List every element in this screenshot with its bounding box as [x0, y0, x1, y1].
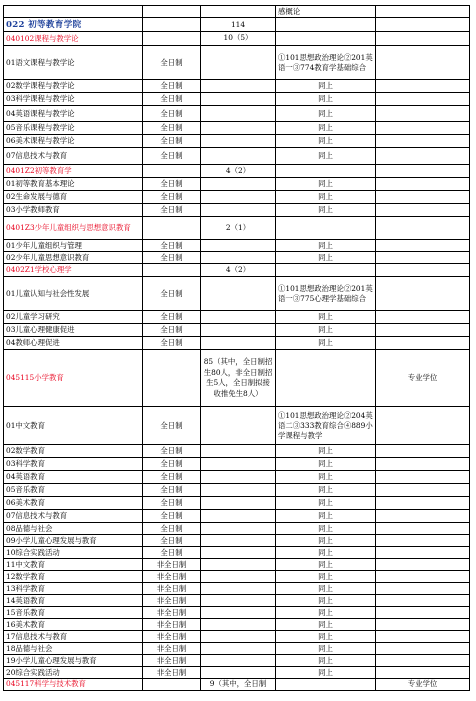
major-remark — [376, 32, 470, 46]
cell-empty — [376, 559, 470, 571]
exam-subjects: 同上 — [276, 595, 376, 607]
direction-row — [4, 252, 470, 264]
direction-name: 01中文教育 — [4, 407, 143, 445]
major-name: 040102课程与教学论 — [4, 32, 143, 46]
cell-empty — [376, 277, 470, 311]
cell-empty — [201, 252, 276, 264]
direction-name: 19小学儿童心理发展与教育 — [4, 655, 143, 667]
major-row — [4, 165, 470, 178]
cell-empty — [376, 655, 470, 667]
college-name: 022 初等教育学院 — [4, 18, 143, 32]
direction-row — [4, 571, 470, 583]
exam-subjects: ①101思想政治理论②204英语二③333教育综合④889小学课程与教学 — [276, 407, 376, 445]
exam-subjects: 同上 — [276, 445, 376, 458]
study-mode: 全日制 — [143, 547, 201, 559]
study-mode: 全日制 — [143, 471, 201, 484]
direction-name: 01语文课程与教学论 — [4, 46, 143, 80]
direction-row — [4, 619, 470, 631]
cell-empty — [376, 523, 470, 535]
study-mode: 全日制 — [143, 106, 201, 122]
cell-empty — [376, 337, 470, 350]
cell-empty — [376, 535, 470, 547]
direction-row — [4, 607, 470, 619]
cell-empty — [376, 18, 470, 32]
direction-name: 03儿童心理健康促进 — [4, 324, 143, 337]
study-mode: 全日制 — [143, 191, 201, 204]
cell-empty — [376, 583, 470, 595]
cell-empty — [201, 619, 276, 631]
direction-row — [4, 311, 470, 324]
major-count: 4（2） — [201, 165, 276, 178]
cell-empty — [4, 6, 143, 18]
top-note: 感概论 — [276, 6, 376, 18]
exam-subjects: 同上 — [276, 311, 376, 324]
direction-name: 07信息技术与教育 — [4, 148, 143, 165]
study-mode: 非全日制 — [143, 595, 201, 607]
major-name: 045115小学教育 — [4, 350, 143, 407]
direction-row — [4, 484, 470, 497]
study-mode: 全日制 — [143, 324, 201, 337]
major-exam — [276, 679, 376, 691]
exam-subjects: 同上 — [276, 523, 376, 535]
direction-name: 04英语教育 — [4, 471, 143, 484]
study-mode: 全日制 — [143, 484, 201, 497]
cell-empty — [201, 135, 276, 148]
major-name: 0402Z1学校心理学 — [4, 264, 143, 277]
exam-subjects: 同上 — [276, 535, 376, 547]
study-mode: 非全日制 — [143, 583, 201, 595]
cell-empty — [376, 191, 470, 204]
direction-name: 11中文教育 — [4, 559, 143, 571]
major-count: 85（其中，全日制招生80人，非全日制招生5人，全日制拟接收推免生8人） — [201, 350, 276, 407]
study-mode: 全日制 — [143, 93, 201, 106]
cell-empty — [376, 252, 470, 264]
direction-name: 08品德与社会 — [4, 523, 143, 535]
exam-subjects: 同上 — [276, 631, 376, 643]
top-fragment-row — [4, 6, 470, 18]
direction-name: 04英语课程与教学论 — [4, 106, 143, 122]
major-count: 2（1） — [201, 217, 276, 240]
direction-row — [4, 497, 470, 510]
direction-row — [4, 148, 470, 165]
exam-subjects: 同上 — [276, 337, 376, 350]
cell-empty — [376, 547, 470, 559]
study-mode: 全日制 — [143, 46, 201, 80]
study-mode: 非全日制 — [143, 643, 201, 655]
cell-empty — [376, 445, 470, 458]
direction-name: 06美术教育 — [4, 497, 143, 510]
direction-name: 10综合实践活动 — [4, 547, 143, 559]
exam-subjects: 同上 — [276, 240, 376, 252]
major-count: 9（其中，全日制 — [201, 679, 276, 691]
major-row — [4, 350, 470, 407]
cell-empty — [376, 484, 470, 497]
cell-empty — [376, 667, 470, 679]
cell-empty — [376, 6, 470, 18]
cell-empty — [201, 595, 276, 607]
exam-subjects: 同上 — [276, 643, 376, 655]
direction-row — [4, 631, 470, 643]
cell-empty — [201, 631, 276, 643]
direction-name: 14英语教育 — [4, 595, 143, 607]
exam-subjects: 同上 — [276, 655, 376, 667]
direction-name: 07信息技术与教育 — [4, 510, 143, 523]
cell-empty — [376, 46, 470, 80]
cell-empty — [143, 217, 201, 240]
direction-row — [4, 510, 470, 523]
direction-row — [4, 324, 470, 337]
major-count: 10（5） — [201, 32, 276, 46]
direction-name: 03小学教师教育 — [4, 204, 143, 217]
major-count: 4（2） — [201, 264, 276, 277]
study-mode: 全日制 — [143, 277, 201, 311]
cell-empty — [201, 46, 276, 80]
cell-empty — [201, 6, 276, 18]
major-row — [4, 264, 470, 277]
exam-subjects: 同上 — [276, 106, 376, 122]
cell-empty — [201, 571, 276, 583]
cell-empty — [376, 631, 470, 643]
exam-subjects: 同上 — [276, 93, 376, 106]
direction-row — [4, 407, 470, 445]
direction-row — [4, 191, 470, 204]
direction-name: 13科学教育 — [4, 583, 143, 595]
study-mode: 全日制 — [143, 523, 201, 535]
study-mode: 非全日制 — [143, 559, 201, 571]
direction-row — [4, 523, 470, 535]
study-mode: 全日制 — [143, 510, 201, 523]
cell-empty — [201, 667, 276, 679]
major-remark — [376, 165, 470, 178]
direction-row — [4, 643, 470, 655]
cell-empty — [201, 80, 276, 93]
cell-empty — [143, 350, 201, 407]
cell-empty — [201, 535, 276, 547]
exam-subjects: 同上 — [276, 510, 376, 523]
study-mode: 非全日制 — [143, 607, 201, 619]
major-name: 0401Z3少年儿童组织与思想意识教育 — [4, 217, 143, 240]
direction-row — [4, 135, 470, 148]
direction-row — [4, 445, 470, 458]
direction-row — [4, 80, 470, 93]
college-row — [4, 18, 470, 32]
direction-name: 02数学课程与教学论 — [4, 80, 143, 93]
study-mode: 全日制 — [143, 80, 201, 93]
exam-subjects: 同上 — [276, 122, 376, 135]
direction-row — [4, 535, 470, 547]
direction-name: 05音乐教育 — [4, 484, 143, 497]
exam-subjects: 同上 — [276, 191, 376, 204]
direction-name: 15音乐教育 — [4, 607, 143, 619]
study-mode: 非全日制 — [143, 571, 201, 583]
cell-empty — [376, 106, 470, 122]
cell-empty — [376, 643, 470, 655]
direction-name: 02数学教育 — [4, 445, 143, 458]
cell-empty — [201, 122, 276, 135]
cell-empty — [376, 93, 470, 106]
direction-name: 03科学课程与教学论 — [4, 93, 143, 106]
direction-row — [4, 547, 470, 559]
direction-name: 02儿童学习研究 — [4, 311, 143, 324]
cell-empty — [201, 655, 276, 667]
exam-subjects: 同上 — [276, 667, 376, 679]
cell-empty — [201, 337, 276, 350]
cell-empty — [201, 178, 276, 191]
major-exam — [276, 350, 376, 407]
study-mode: 全日制 — [143, 178, 201, 191]
cell-empty — [201, 583, 276, 595]
cell-empty — [201, 445, 276, 458]
cell-empty — [376, 571, 470, 583]
direction-row — [4, 667, 470, 679]
direction-name: 03科学教育 — [4, 458, 143, 471]
major-exam — [276, 32, 376, 46]
college-count: 114 — [201, 18, 276, 32]
cell-empty — [376, 135, 470, 148]
cell-empty — [201, 204, 276, 217]
cell-empty — [201, 484, 276, 497]
cell-empty — [376, 407, 470, 445]
study-mode: 非全日制 — [143, 655, 201, 667]
cell-empty — [143, 679, 201, 691]
study-mode: 全日制 — [143, 122, 201, 135]
cell-empty — [376, 510, 470, 523]
exam-subjects: 同上 — [276, 80, 376, 93]
direction-row — [4, 204, 470, 217]
exam-subjects: 同上 — [276, 178, 376, 191]
major-row — [4, 217, 470, 240]
cell-empty — [376, 178, 470, 191]
major-name: 0401Z2初等教育学 — [4, 165, 143, 178]
major-remark — [376, 217, 470, 240]
direction-row — [4, 595, 470, 607]
major-remark — [376, 264, 470, 277]
direction-name: 02少年儿童思想意识教育 — [4, 252, 143, 264]
direction-name: 01儿童认知与社会性发展 — [4, 277, 143, 311]
exam-subjects: 同上 — [276, 324, 376, 337]
exam-subjects: 同上 — [276, 607, 376, 619]
exam-subjects: 同上 — [276, 148, 376, 165]
direction-row — [4, 106, 470, 122]
direction-row — [4, 46, 470, 80]
cell-empty — [376, 458, 470, 471]
exam-subjects: 同上 — [276, 252, 376, 264]
study-mode: 非全日制 — [143, 631, 201, 643]
direction-name: 02生命发展与德育 — [4, 191, 143, 204]
cell-empty — [201, 607, 276, 619]
cell-empty — [376, 122, 470, 135]
exam-subjects: 同上 — [276, 458, 376, 471]
cell-empty — [201, 458, 276, 471]
exam-subjects: ①101思想政治理论②201英语一③775心理学基础综合 — [276, 277, 376, 311]
exam-subjects: 同上 — [276, 547, 376, 559]
study-mode: 全日制 — [143, 535, 201, 547]
exam-subjects: 同上 — [276, 135, 376, 148]
study-mode: 全日制 — [143, 311, 201, 324]
direction-row — [4, 583, 470, 595]
direction-name: 05音乐课程与教学论 — [4, 122, 143, 135]
cell-empty — [201, 547, 276, 559]
cell-empty — [376, 471, 470, 484]
direction-name: 12数学教育 — [4, 571, 143, 583]
major-row — [4, 32, 470, 46]
exam-subjects: 同上 — [276, 559, 376, 571]
direction-name: 17信息技术与教育 — [4, 631, 143, 643]
cell-empty — [201, 311, 276, 324]
direction-row — [4, 93, 470, 106]
cell-empty — [143, 165, 201, 178]
study-mode: 全日制 — [143, 148, 201, 165]
exam-subjects: 同上 — [276, 204, 376, 217]
exam-subjects: 同上 — [276, 583, 376, 595]
direction-row — [4, 178, 470, 191]
cell-empty — [376, 311, 470, 324]
cell-empty — [376, 240, 470, 252]
study-mode: 全日制 — [143, 240, 201, 252]
cell-empty — [201, 240, 276, 252]
cell-empty — [201, 407, 276, 445]
study-mode: 全日制 — [143, 497, 201, 510]
direction-name: 04教师心理促进 — [4, 337, 143, 350]
cell-empty — [201, 191, 276, 204]
exam-subjects: 同上 — [276, 571, 376, 583]
direction-name: 18品德与社会 — [4, 643, 143, 655]
catalog-table — [3, 5, 470, 691]
cell-empty — [376, 607, 470, 619]
major-name: 045117科学与技术教育 — [4, 679, 143, 691]
cell-empty — [376, 148, 470, 165]
study-mode: 非全日制 — [143, 667, 201, 679]
cell-empty — [201, 106, 276, 122]
cell-empty — [201, 643, 276, 655]
direction-name: 01少年儿童组织与管理 — [4, 240, 143, 252]
cell-empty — [201, 523, 276, 535]
study-mode: 全日制 — [143, 204, 201, 217]
direction-row — [4, 240, 470, 252]
exam-subjects: 同上 — [276, 619, 376, 631]
direction-name: 09小学儿童心理发展与教育 — [4, 535, 143, 547]
direction-row — [4, 277, 470, 311]
cell-empty — [201, 148, 276, 165]
direction-name: 16美术教育 — [4, 619, 143, 631]
cell-empty — [143, 32, 201, 46]
study-mode: 全日制 — [143, 407, 201, 445]
study-mode: 全日制 — [143, 458, 201, 471]
exam-subjects: 同上 — [276, 497, 376, 510]
direction-row — [4, 471, 470, 484]
direction-name: 01初等教育基本理论 — [4, 178, 143, 191]
direction-name: 20综合实践活动 — [4, 667, 143, 679]
cell-empty — [143, 264, 201, 277]
cell-empty — [201, 93, 276, 106]
cell-empty — [376, 497, 470, 510]
cell-empty — [201, 471, 276, 484]
major-row — [4, 679, 470, 691]
study-mode: 全日制 — [143, 445, 201, 458]
cell-empty — [376, 619, 470, 631]
cell-empty — [201, 510, 276, 523]
exam-subjects: 同上 — [276, 471, 376, 484]
cell-empty — [376, 80, 470, 93]
direction-row — [4, 337, 470, 350]
direction-row — [4, 655, 470, 667]
cell-empty — [376, 324, 470, 337]
direction-name: 06美术课程与教学论 — [4, 135, 143, 148]
major-exam — [276, 217, 376, 240]
direction-row — [4, 122, 470, 135]
study-mode: 全日制 — [143, 252, 201, 264]
study-mode: 全日制 — [143, 337, 201, 350]
cell-empty — [376, 595, 470, 607]
study-mode: 全日制 — [143, 135, 201, 148]
exam-subjects: 同上 — [276, 484, 376, 497]
study-mode: 非全日制 — [143, 619, 201, 631]
cell-empty — [143, 6, 201, 18]
major-exam — [276, 264, 376, 277]
cell-empty — [201, 277, 276, 311]
cell-empty — [201, 324, 276, 337]
cell-empty — [376, 204, 470, 217]
major-exam — [276, 165, 376, 178]
cell-empty — [143, 18, 201, 32]
direction-row — [4, 559, 470, 571]
major-remark: 专业学位 — [376, 350, 470, 407]
exam-subjects: ①101思想政治理论②201英语一③774教育学基础综合 — [276, 46, 376, 80]
direction-row — [4, 458, 470, 471]
cell-empty — [276, 18, 376, 32]
cell-empty — [201, 559, 276, 571]
cell-empty — [201, 497, 276, 510]
major-remark: 专业学位 — [376, 679, 470, 691]
